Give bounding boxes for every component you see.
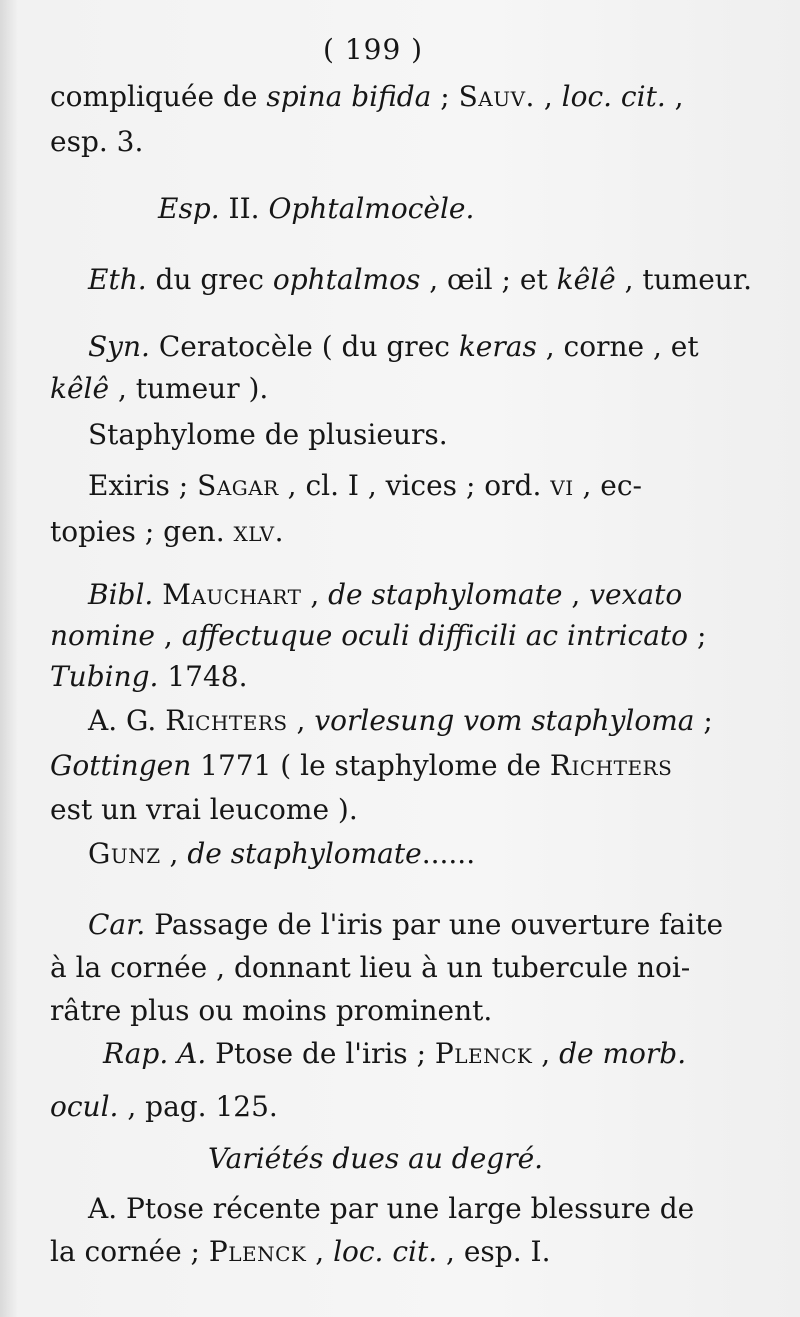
text-run: ophtalmos [272,263,421,296]
text-run: de staphylomate [328,578,563,611]
text-run: 1771 ( le staphylome de [191,749,550,782]
text-run: vi [550,469,574,502]
text-run: Eth. [88,263,147,296]
text-run: compliquée de [50,80,267,113]
text-run: xlv [233,515,275,548]
text-run: esp. 3. [50,125,144,158]
text-line [50,125,144,158]
text-line [88,578,683,611]
text-run: vexato [589,578,683,611]
text-line [50,660,248,693]
text-run: Plenck [208,1235,307,1268]
text-run: kêlê [556,263,616,296]
text-line [88,330,699,363]
text-run: , [301,578,329,611]
text-run: , [155,619,182,652]
text-line [88,908,724,941]
page-number: ( 199 ) [323,33,424,66]
text-run: Gunz [88,837,161,870]
text-run: la cornée ; [50,1235,209,1268]
text-run: Tubing. [50,660,159,693]
text-line [88,1192,695,1225]
text-run: Bibl. [88,578,154,611]
text-run: loc. cit. [333,1235,438,1268]
text-run: , pag. 125. [118,1090,278,1123]
text-line [50,749,673,782]
text-run: à la cornée , donnant lieu à un tubercule noi- [50,951,691,984]
text-line [50,1235,551,1268]
text-line [88,837,476,870]
text-run: , [665,80,684,113]
text-run: , [532,1037,560,1070]
text-run: ; [431,80,459,113]
text-run: . [274,515,284,548]
text-run: A. G. [88,704,166,737]
text-run: Ophtalmocèle. [268,192,475,225]
text-run: 1748. [158,660,248,693]
text-line [88,469,643,502]
text-run: Richters [165,704,288,737]
text-run: Syn. [88,330,150,363]
text-run: , [562,578,590,611]
text-line [50,372,269,405]
text-line [50,619,707,652]
text-run: , corne , et [536,330,699,363]
text-line [88,263,753,296]
text-line [50,793,358,826]
text-run: ...... [421,837,476,870]
text-run: , tumeur ). [109,372,269,405]
text-line [158,192,475,225]
text-run: ocul. [50,1090,119,1123]
text-run: A. Ptose récente par une large blessure de [88,1192,695,1225]
text-run: râtre plus ou moins prominent. [50,994,493,1027]
text-run: , cl. I , vices ; ord. [278,469,551,502]
text-run: de staphylomate [187,837,422,870]
text-run: Plenck [434,1037,533,1070]
text-run: kêlê [50,372,110,405]
text-run: II. [219,192,269,225]
text-run: Passage de l'iris par une ouverture faite [145,908,724,941]
text-line [88,418,448,451]
text-line [103,1037,687,1070]
text-run: Exiris ; [88,469,198,502]
text-line [88,704,713,737]
text-run: keras [458,330,537,363]
text-run: Car. [88,908,146,941]
text-line [50,80,684,113]
text-run: Sagar [197,469,279,502]
text-run: Rap. A. [103,1037,207,1070]
text-run: Variétés dues au degré. [208,1142,544,1175]
text-run: , [534,80,562,113]
text-run: Sauv. [458,80,535,113]
text-line [208,1142,544,1175]
text-run [153,578,162,611]
text-run: Esp. [158,192,220,225]
text-run: est un vrai leucome ). [50,793,358,826]
text-run: nomine [50,619,155,652]
text-run: de morb. [559,1037,687,1070]
text-run: Mauchart [162,578,302,611]
text-run: , ec- [573,469,643,502]
text-line [50,951,691,984]
text-run: , [160,837,188,870]
text-run: Staphylome de plusieurs. [88,418,448,451]
text-run: , [287,704,315,737]
text-run: , [306,1235,334,1268]
text-run: affectuque oculi difficili ac intricato [181,619,689,652]
text-run: topies ; gen. [50,515,234,548]
text-run: spina bifida [266,80,432,113]
text-run: Ceratocèle ( du grec [149,330,459,363]
text-run: , esp. I. [437,1235,551,1268]
text-line [50,515,284,548]
text-line [50,994,493,1027]
text-run: du grec [146,263,273,296]
text-run: ; [694,704,713,737]
text-run: Gottingen [50,749,192,782]
text-run: Richters [549,749,673,782]
text-run: Ptose de l'iris ; [206,1037,435,1070]
text-line [50,1090,278,1123]
text-run: loc. cit. [561,80,666,113]
text-run: vorlesung vom staphyloma [314,704,695,737]
text-run: , œil ; et [420,263,557,296]
text-run: ; [688,619,707,652]
text-run: , tumeur. [615,263,753,296]
